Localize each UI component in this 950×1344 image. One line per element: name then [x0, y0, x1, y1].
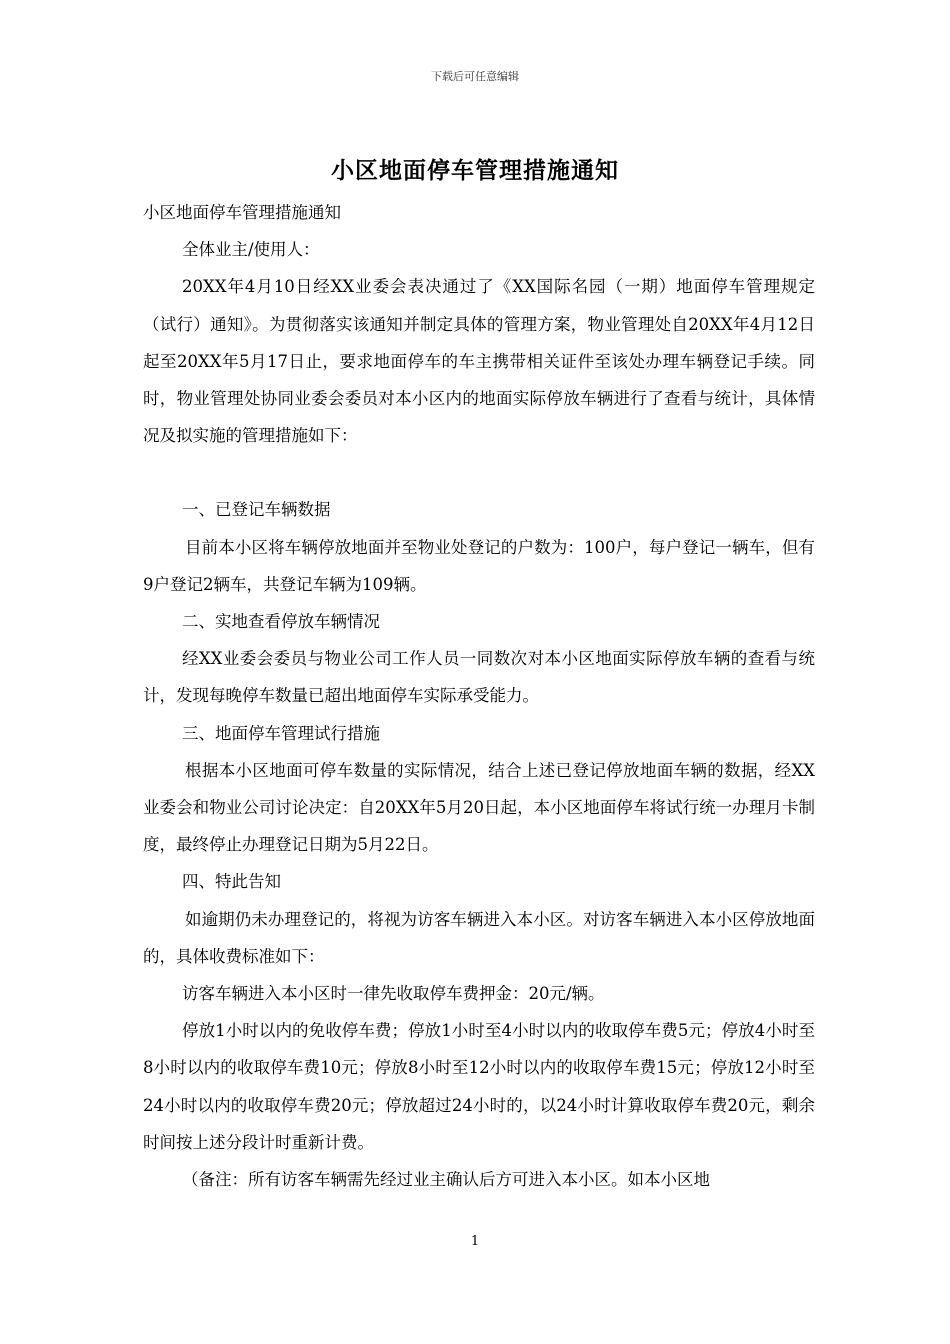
document-title: 小区地面停车管理措施通知: [331, 158, 619, 184]
subtitle-paragraph: 小区地面停车管理措施通知: [143, 203, 341, 222]
section-heading-3: 三、地面停车管理试行措施: [182, 723, 380, 743]
intro-paragraph: 20XX年4月10日经XX业委会表决通过了《XX国际名园（一期）地面停车管理规定（试行）通知》。为贯彻落实该通知并制定具体的管理方案，物业管理处自20XX年4月12日起至20XX年5月17日止，要求地面停车的车主携带相关证件至该处办理车辆登记手续。同时，物业管理处协同业委会委员对本小区内的地面实际停放车辆进行了查看与统计，具体情况及拟实施的管理措施如下：: [143, 277, 815, 446]
page-number: 1: [470, 1234, 480, 1249]
section-1-paragraph: 目前本小区将车辆停放地面并至物业处登记的户数为：100户，每户登记一辆车，但有9户登记2辆车，共登记车辆为109辆。: [143, 537, 815, 594]
remark-paragraph: （备注：所有访客车辆需先经过业主确认后方可进入本小区。如本小区地: [182, 1170, 710, 1190]
section-heading-2: 二、实地查看停放车辆情况: [182, 612, 380, 632]
section-2-paragraph: 经XX业委会委员与物业公司工作人员一同数次对本小区地面实际停放车辆的查看与统计，发现每晚停车数量已超出地面停车实际承受能力。: [143, 649, 815, 706]
section-heading-1: 一、已登记车辆数据: [182, 500, 331, 520]
section-4-paragraph: 如逾期仍未办理登记的，将视为访客车辆进入本小区。对访客车辆进入本小区停放地面的，具体收费标准如下：: [143, 909, 815, 966]
header-note: 下载后可任意编辑: [431, 70, 519, 83]
section-heading-4: 四、特此告知: [182, 872, 281, 892]
blank-line: [143, 454, 815, 491]
document-body: [143, 194, 815, 1198]
fee-schedule-paragraph: 停放1小时以内的免收停车费；停放1小时至4小时以内的收取停车费5元；停放4小时至8小时以内的收取停车费10元；停放8小时至12小时以内的收取停车费15元；停放12小时至24小时以内的收取停车费20元；停放超过24小时的，以24小时计算收取停车费20元，剩余时间按上述分段计时重新计费。: [143, 1021, 815, 1152]
section-3-paragraph: 根据本小区地面可停车数量的实际情况，结合上述已登记停放地面车辆的数据，经XX业委会和物业公司讨论决定：自20XX年5月20日起，本小区地面停车将试行统一办理月卡制度，最终停止办理登记日期为5月22日。: [143, 760, 815, 855]
deposit-paragraph: 访客车辆进入本小区时一律先收取停车费押金：20元/辆。: [182, 984, 605, 1004]
salutation-paragraph: 全体业主/使用人：: [182, 240, 320, 260]
